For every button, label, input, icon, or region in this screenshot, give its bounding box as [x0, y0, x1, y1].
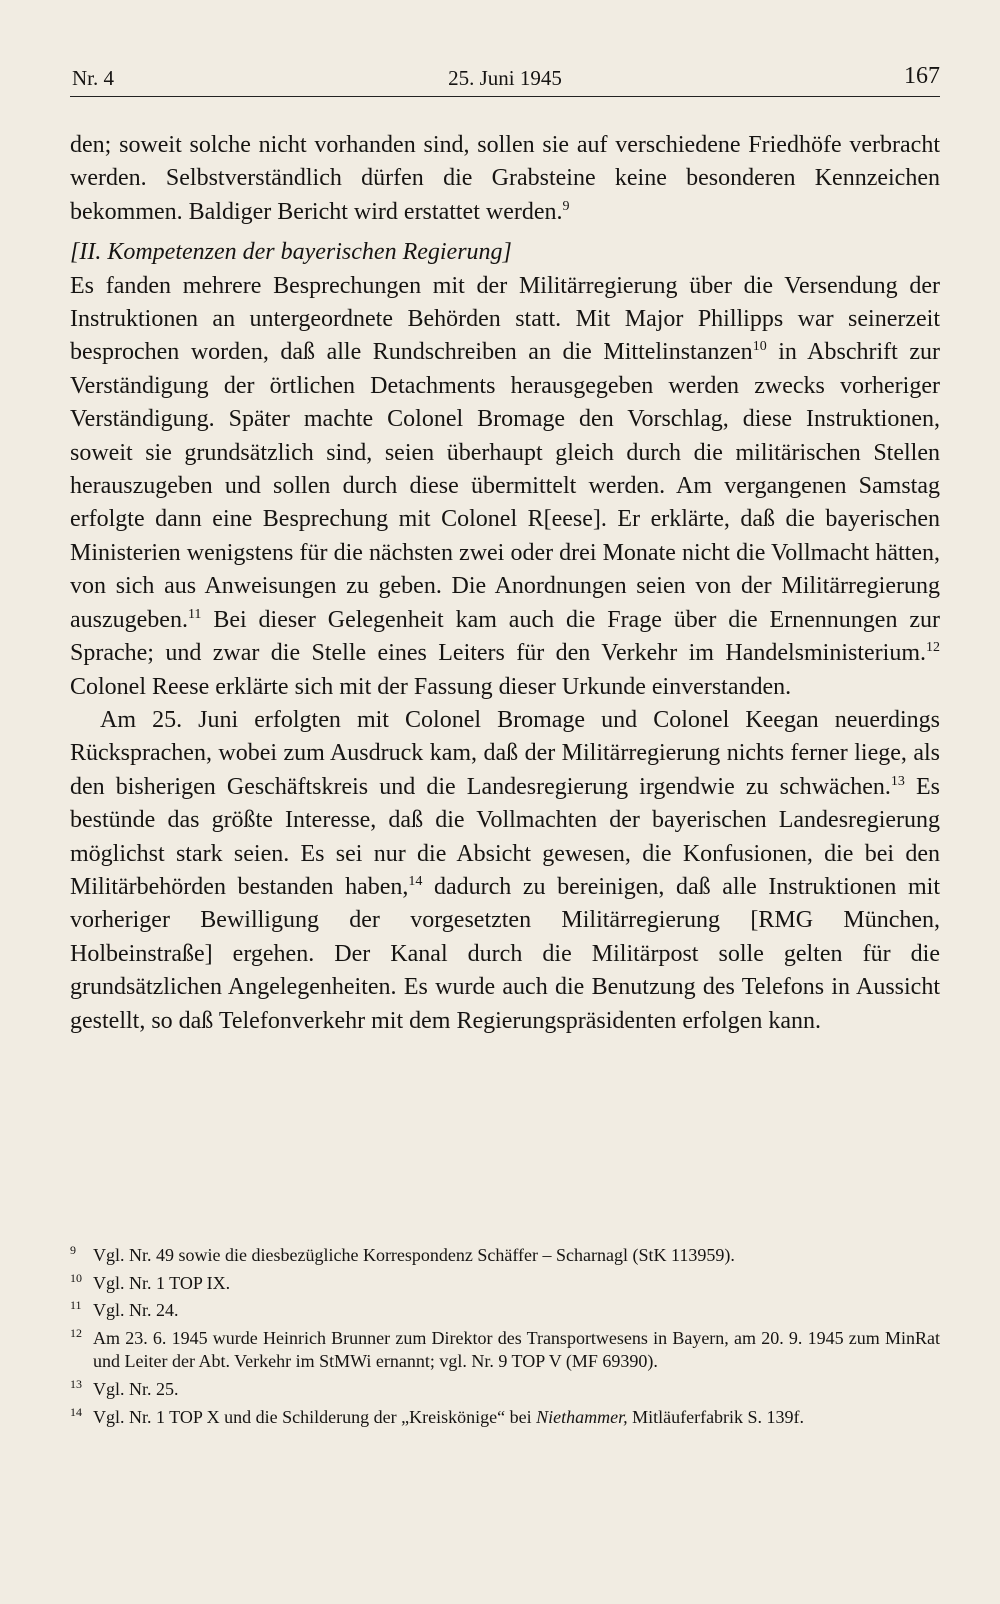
footnote-ref-13: 13 [890, 773, 905, 789]
author-name: Niethammer, [536, 1406, 628, 1427]
footnote-12: 12 Am 23. 6. 1945 wurde Heinrich Brunner zum Direktor des Transportwesens in Bayern, am 20. 9. 1945 zum MinRat und Leiter der Abt. Verkehr im StMWi ernannt; vgl. Nr. 9 TOP V (MF 69390). [70, 1325, 940, 1372]
page-number: 167 [904, 63, 940, 89]
footnote-13: 13 Vgl. Nr. 25. [70, 1376, 179, 1399]
footnote-11: 11 Vgl. Nr. 24. [70, 1298, 179, 1321]
paragraph-1: den; soweit solche nicht vorhanden sind, sollen sie auf verschiedene Friedhöfe verbracht werden. Selbstverständlich dürfen die Grabsteine keine besonderen Kennzeichen bekommen. Baldiger Bericht wird erstattet werden.$^9$ [70, 132, 940, 225]
running-head [70, 60, 940, 97]
running-head-date: 25. Juni 1945 [448, 66, 562, 90]
footnote-9: 9 Vgl. Nr. 49 sowie die diesbezügliche Korrespondenz Schäffer – Scharnagl (StK 113959). [70, 1243, 735, 1265]
footnote-14: 14 Vgl. Nr. 1 TOP X und die Schilderung der „Kreiskönige“ bei Niethammer, Mitläuferfabrik S. 139f. [70, 1404, 805, 1427]
section-heading: [II. Kompetenzen der bayerischen Regierung] [70, 239, 512, 266]
paragraph-2: Es fanden mehrere Besprechungen mit der Militärregierung über die Versendung der Instruktionen an untergeordnete Behörden statt. Mit Major Phillipps war seinerzeit besprochen worden, daß alle Rundschreiben an die Mittelinstanzen$^{10}$ in Abschrift zur Verständigung der örtlichen Detachments herausgegeben werden zwecks vorheriger Verständigung. Später machte Colonel Bromage den Vorschlag, diese Instruktionen, soweit sie grundsätzlich sind, seien überhaupt gleich durch die militärischen Stellen herauszugeben und sollen durch diese übermittelt werden. Am vergangenen Samstag erfolgte dann eine Besprechung mit Colonel R[eese]. Er erklärte, daß die bayerischen Ministerien wenigstens für die nächsten zwei oder drei Monate nicht die Vollmacht hätten, von sich aus Anweisungen zu geben. Die Anordnungen seien von der Militärregierung auszugeben.$^{11}$ Bei dieser Gelegenheit kam auch die Frage über die Ernennungen zur Sprache; und zwar die Stelle eines Leiters für den Verkehr im Handelsministerium.$^{12}$ Colonel Reese erklärte sich mit der Fassung dieser Urkunde einverstanden. [70, 272, 940, 700]
main-text [70, 129, 940, 1038]
footnote-ref-11: 11 [187, 606, 202, 622]
footnotes [70, 1244, 940, 1433]
issue-number: Nr. 4 [72, 66, 114, 90]
footnote-ref-10: 10 [752, 339, 767, 355]
footnote-ref-9: 9 [562, 198, 570, 214]
footnote-ref-12: 12 [926, 640, 940, 656]
paragraph-3: Am 25. Juni erfolgten mit Colonel Bromage und Colonel Keegan neuerdings Rücksprachen, wobei zum Ausdruck kam, daß der Militärregierung nichts ferner liege, als den bisherigen Geschäftskreis und die Landesregierung irgendwie zu schwächen.$^{13}$ Es bestünde das größte Interesse, daß die Vollmachten der bayerischen Landesregierung möglichst stark seien. Es sei nur die Absicht gewesen, die Konfusionen, die bei den Militärbehörden bestanden haben,$^{14}$ dadurch zu bereinigen, daß alle Instruktionen mit vorheriger Bewilligung der vorgesetzten Militärregierung [RMG München, Holbeinstraße] ergehen. Der Kanal durch die Militärpost solle gelten für die grundsätzlichen Angelegenheiten. Es wurde auch die Benutzung des Telefons in Aussicht gestellt, so daß Telefonverkehr mit dem Regierungspräsidenten erfolgen kann. [70, 706, 941, 1034]
footnote-10: 10 Vgl. Nr. 1 TOP IX. [70, 1270, 231, 1293]
footnote-ref-14: 14 [408, 873, 423, 889]
